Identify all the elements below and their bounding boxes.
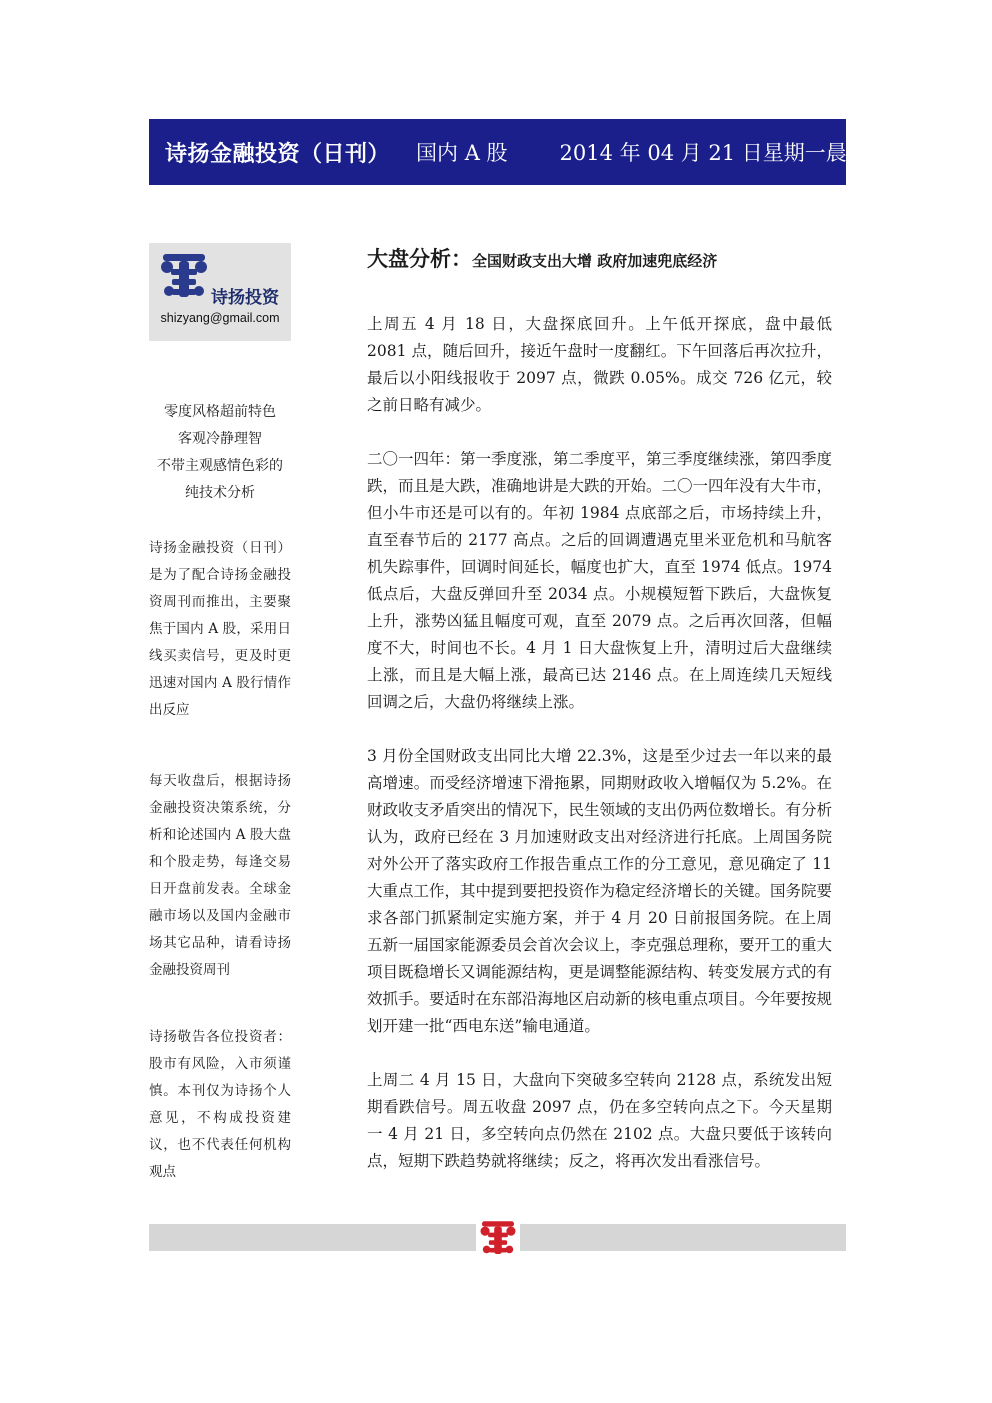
motto-line: 零度风格超前特色 bbox=[164, 404, 276, 420]
logo-text: 诗扬投资 bbox=[211, 288, 279, 308]
motto-line: 客观冷静理智 bbox=[178, 431, 262, 447]
footer-logo bbox=[476, 1219, 520, 1257]
sidebar-intro-paragraph: 诗扬金融投资（日刊）是为了配合诗扬金融投资周刊而推出，主要聚焦于国内 A 股，采用日线买卖信号，更及时更迅速对国内 A 股行情作出反应 bbox=[149, 540, 291, 718]
contact-email: shizyang@gmail.com bbox=[160, 311, 280, 325]
article-paragraph: 3 月份全国财政支出同比大增 22.3%，这是至少过去一年以来的最高增速。而受经济增速下滑拖累，同期财政收入增幅仅为 5.2%。在财政收支矛盾突出的情况下，民生领域的支出仍两位数增长。有分析认为，政府已经在 3 月加速财政支出对经济进行托底。上周国务院对外公开了落实政府工作报告重点工作的分工意见，意见确定了 11 大重点工作，其中提到要把投资作为稳定经济增长的关键。国务院要求各部门抓紧制定实施方案，并于 4 月 20 日前报国务院。在上周五新一届国家能源委员会首次会议上，李克强总理称，要开工的重大项目既稳增长又调能源结构，更是调整能源结构、转变发展方式的有效抓手。要适时在东部沿海地区启动新的核电重点项目。今年要按规划开建一批“西电东送”输电通道。 bbox=[367, 747, 833, 1035]
article-paragraph: 上周五 4 月 18 日，大盘探底回升。上午低开探底，盘中最低 2081 点，随后回升，接近午盘时一度翻红。下午回落后再次拉升，最后以小阳线报收于 2097 点，微跌 0.05%。成交 726 亿元，较之前日略有减少。 bbox=[367, 315, 832, 414]
masthead-section: 国内 A 股 bbox=[416, 141, 508, 165]
motto-block bbox=[149, 399, 291, 507]
masthead-brand: 诗扬金融投资（日刊） bbox=[165, 141, 391, 167]
article-title-sub: 全国财政支出大增 政府加速兜底经济 bbox=[472, 252, 718, 270]
logo-block bbox=[149, 243, 291, 341]
shiyang-logo-icon bbox=[157, 251, 211, 301]
masthead-date: 2014 年 04 月 21 日星期一晨 bbox=[559, 141, 847, 165]
article-paragraph: 上周二 4 月 15 日，大盘向下突破多空转向 2128 点，系统发出短期看跌信号。周五收盘 2097 点，仍在多空转向点之下。今天星期一 4 月 21 日，多空转向点仍然在 2102 点。大盘只要低于该转向点，短期下跌趋势就将继续；反之，将再次发出看涨信号。 bbox=[367, 1071, 832, 1170]
motto-line: 不带主观感情色彩的 bbox=[157, 458, 283, 474]
sidebar-disclaimer-paragraph: 诗扬敬告各位投资者：股市有风险，入市须谨慎。本刊仅为诗扬个人意见，不构成投资建议，也不代表任何机构观点 bbox=[149, 1029, 291, 1180]
motto-line: 纯技术分析 bbox=[185, 485, 255, 501]
sidebar-schedule-paragraph: 每天收盘后，根据诗扬金融投资决策系统，分析和论述国内 A 股大盘和个股走势，每逢交易日开盘前发表。全球金融市场以及国内金融市场其它品种，请看诗扬金融投资周刊 bbox=[149, 773, 291, 978]
shiyang-logo-red-icon bbox=[476, 1219, 520, 1257]
sidebar bbox=[149, 243, 291, 1186]
article bbox=[367, 243, 832, 1175]
article-paragraph: 二〇一四年：第一季度涨，第二季度平，第三季度继续涨，第四季度跌，而且是大跌，准确地讲是大跌的开始。二〇一四年没有大牛市，但小牛市还是可以有的。年初 1984 点底部之后，市场持续上升，直至春节后的 2177 高点。之后的回调遭遇克里米亚危机和马航客机失踪事件，回调时间延长，幅度也扩大，直至 1974 低点。1974 低点后，大盘反弹回升至 2034 点。小规模短暂下跌后，大盘恢复上升，涨势凶猛且幅度可观，直至 2079 点。之后再次回落，但幅度不大，时间也不长。4 月 1 日大盘恢复上升，清明过后大盘继续上涨，而且是大幅上涨，最高已达 2146 点。在上周连续几天短线回调之后，大盘仍将继续上涨。 bbox=[367, 450, 833, 711]
article-title-main: 大盘分析： bbox=[367, 247, 472, 271]
article-title bbox=[367, 243, 832, 273]
masthead-banner bbox=[149, 119, 846, 185]
